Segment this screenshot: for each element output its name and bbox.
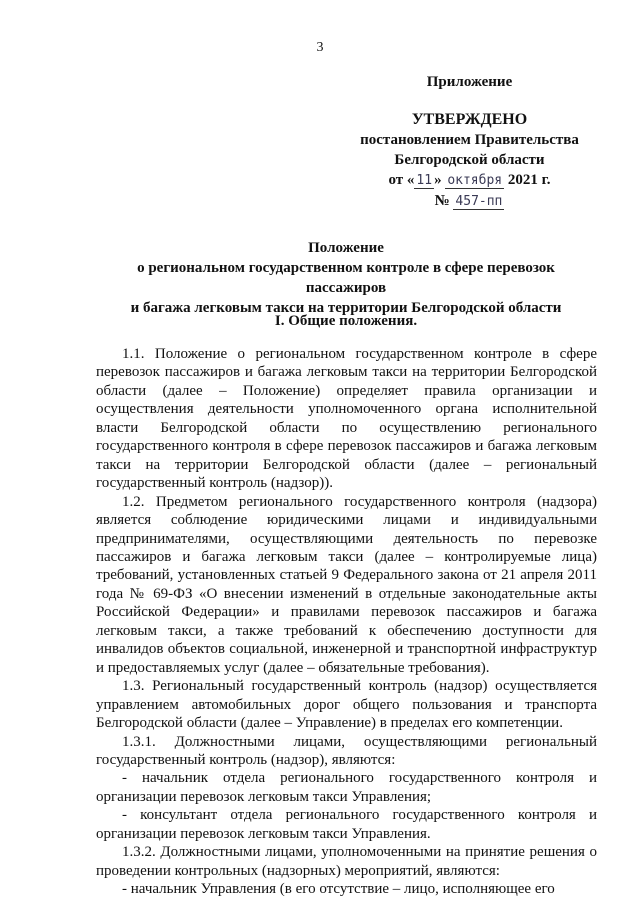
document-number: 457-пп (455, 194, 503, 209)
paragraph: 1.3.1. Должностными лицами, осуществляющими региональный государственный контроль (надзор), являются: (96, 733, 597, 768)
paragraph: - начальник Управления (в его отсутствие – лицо, исполняющее его (122, 881, 555, 898)
page-number: 3 (316, 40, 324, 55)
paragraph: - начальник отдела регионального государственного контроля и организации перевозок легковым такси Управления; (96, 770, 597, 805)
paragraph: 1.2. Предметом регионального государственного контроля (надзора) является соблюдение юридическими лицами и индивидуальными предпринимателями, осуществляющими деятельность по перевозке пассажиров и багажа легковым такси (далее – контролируемые лица) требований, установленных статьей 9 Федерального закона от 21 апреля 2011 года № 69-ФЗ «О внесении изменений в отдельные законодательные акты Российской Федерации» и правилами перевозок пассажиров и багажа легковым такси, а также требований к обеспечению доступности для инвалидов объектов социальной, инженерной и транспортной инфраструктур и предоставляемых услуг (далее – обязательные требования). (96, 493, 597, 676)
approval-line-1: постановлением Правительства (360, 132, 579, 148)
date-day: 11 (416, 173, 433, 188)
approved-label: УТВЕРЖДЕНО (411, 111, 528, 128)
appendix-label: Приложение (426, 74, 513, 90)
paragraph: 1.3. Региональный государственный контроль (надзор) осуществляется управлением автомобильных дорог общего пользования и транспорта Белгородской области (далее – Управление) в пределах его компетенции. (96, 678, 597, 732)
document-body (96, 345, 597, 899)
approval-line-2: Белгородской области (394, 152, 545, 168)
paragraph: 1.1. Положение о региональном государственном контроле в сфере перевозок пассажиров и багажа легковым такси на территории Белгородской области (далее – Положение) определяет правила организации и осуществления деятельности уполномоченного органа исполнительной власти Белгородской области по осуществлению регионального государственного контроля в сфере перевозок пассажиров и багажа легковым такси на территории Белгородской области (далее – региональный государственный контроль (надзор)). (96, 346, 597, 492)
section-heading: I. Общие положения. (274, 313, 418, 329)
approval-date: от « 11 » октября 2021 г. (388, 172, 551, 188)
approval-number: № 457-пп (434, 193, 503, 209)
date-month: октября (447, 173, 503, 188)
paragraph: 1.3.2. Должностными лицами, уполномоченными на принятие решения о проведении контрольных (надзорных) мероприятий, являются: (96, 844, 597, 879)
date-year: 2021 г. (507, 172, 551, 188)
paragraph: - консультант отдела регионального государственного контроля и организации перевозок легковым такси Управления. (96, 807, 597, 842)
approval-block (347, 72, 592, 212)
document-title: Положение о региональном государственном контроле в сфере перевозок пассажиров и багажа легковым такси на территории Белгородской области (130, 240, 562, 316)
